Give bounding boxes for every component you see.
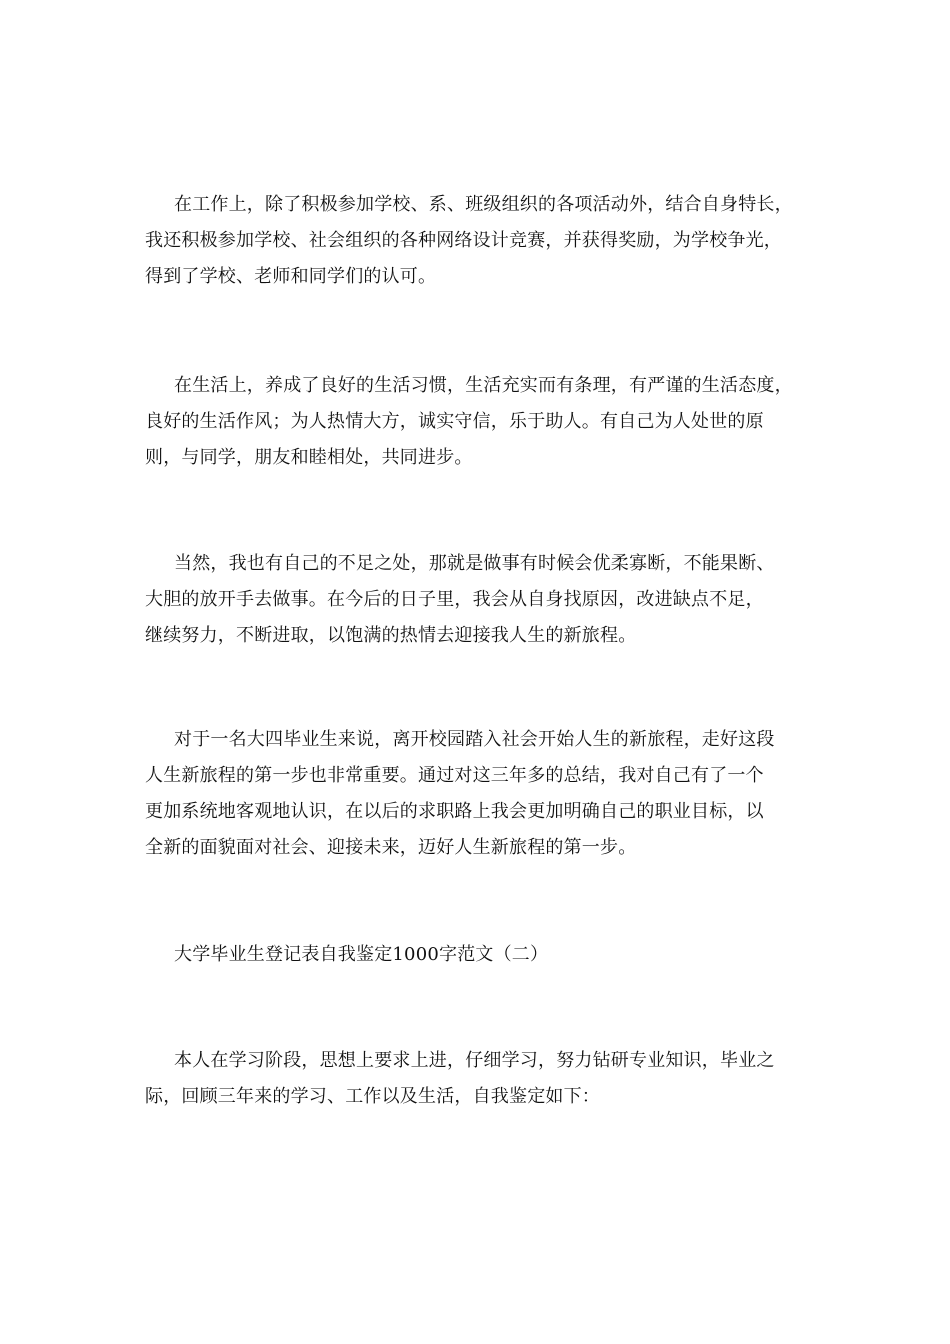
paragraph-line: 际，回顾三年来的学习、工作以及生活，自我鉴定如下： <box>145 1086 600 1107</box>
paragraph-line: 对于一名大四毕业生来说，离开校园踏入社会开始人生的新旅程，走好这段 <box>174 729 775 750</box>
paragraph-line: 本人在学习阶段，思想上要求上进，仔细学习，努力钻研专业知识，毕业之 <box>174 1050 775 1071</box>
paragraph-line: 更加系统地客观地认识，在以后的求职路上我会更加明确自己的职业目标，以 <box>145 801 764 822</box>
paragraph-line: 人生新旅程的第一步也非常重要。通过对这三年多的总结，我对自己有了一个 <box>145 765 764 786</box>
heading-line: 大学毕业生登记表自我鉴定1000字范文（二） <box>174 944 549 965</box>
paragraph-line: 得到了学校、老师和同学们的认可。 <box>145 266 437 287</box>
paragraph-line: 大胆的放开手去做事。在今后的日子里，我会从自身找原因，改进缺点不足， <box>145 589 764 610</box>
paragraph-work <box>145 187 825 295</box>
section-heading <box>145 937 825 973</box>
paragraph-line: 继续努力，不断进取，以饱满的热情去迎接我人生的新旅程。 <box>145 625 637 646</box>
paragraph-shortcomings <box>145 546 825 654</box>
paragraph-line: 则，与同学，朋友和睦相处，共同进步。 <box>145 447 473 468</box>
paragraph-line: 良好的生活作风；为人热情大方，诚实守信，乐于助人。有自己为人处世的原 <box>145 411 764 432</box>
paragraph-line: 我还积极参加学校、社会组织的各种网络设计竞赛，并获得奖励，为学校争光， <box>145 230 782 251</box>
paragraph-line: 全新的面貌面对社会、迎接未来，迈好人生新旅程的第一步。 <box>145 837 637 858</box>
paragraph-life <box>145 368 825 476</box>
paragraph-line: 在工作上，除了积极参加学校、系、班级组织的各项活动外，结合自身特长， <box>174 194 793 215</box>
paragraph-conclusion <box>145 722 825 866</box>
paragraph-line: 当然，我也有自己的不足之处，那就是做事有时候会优柔寡断，不能果断、 <box>174 553 775 574</box>
paragraph-introduction <box>145 1043 825 1115</box>
paragraph-line: 在生活上，养成了良好的生活习惯，生活充实而有条理，有严谨的生活态度， <box>174 375 793 396</box>
